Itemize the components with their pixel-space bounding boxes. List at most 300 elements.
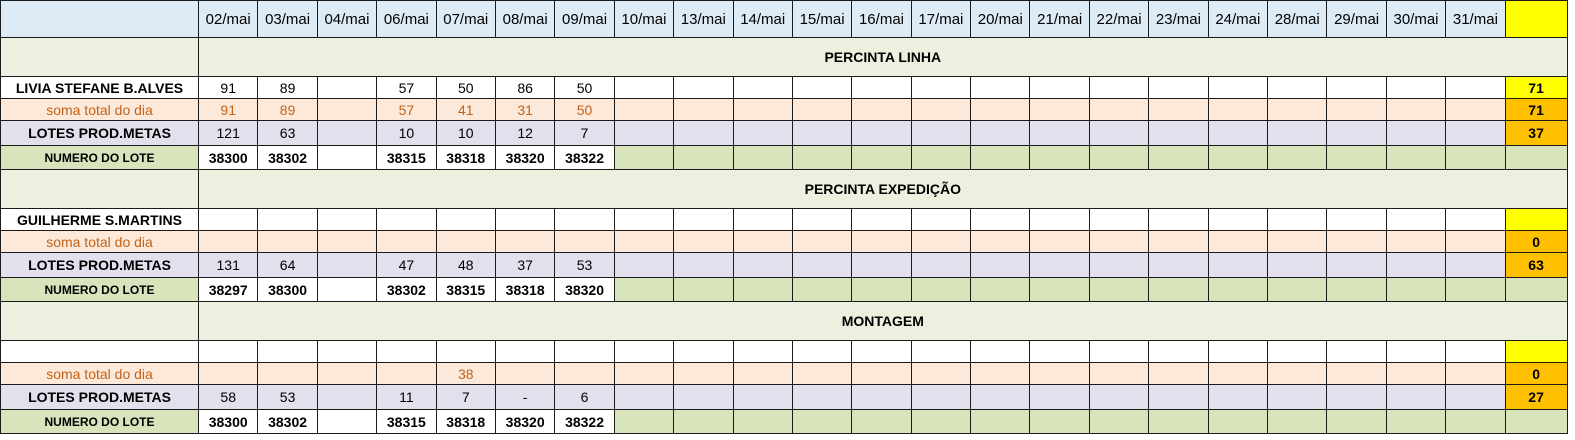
data-cell[interactable]: [971, 231, 1030, 253]
data-cell[interactable]: [911, 363, 970, 385]
data-cell[interactable]: 57: [377, 77, 436, 99]
data-cell[interactable]: [1208, 363, 1267, 385]
data-cell[interactable]: [1089, 253, 1148, 278]
data-cell[interactable]: [317, 253, 376, 278]
data-cell[interactable]: [911, 121, 970, 146]
data-cell[interactable]: [1208, 231, 1267, 253]
data-cell[interactable]: [1327, 77, 1386, 99]
row-total-cell[interactable]: [1505, 146, 1567, 170]
data-cell[interactable]: 6: [555, 385, 614, 410]
data-cell[interactable]: [1446, 146, 1505, 170]
data-cell[interactable]: [1446, 363, 1505, 385]
date-header-cell[interactable]: 03/mai: [258, 1, 317, 38]
data-cell[interactable]: [674, 363, 733, 385]
data-cell[interactable]: [971, 121, 1030, 146]
data-cell[interactable]: [1327, 385, 1386, 410]
data-cell[interactable]: [1089, 231, 1148, 253]
data-cell[interactable]: [495, 363, 554, 385]
data-cell[interactable]: [495, 209, 554, 231]
data-cell[interactable]: [1386, 410, 1445, 434]
data-cell[interactable]: [674, 341, 733, 363]
data-cell[interactable]: [1446, 209, 1505, 231]
data-cell[interactable]: 131: [199, 253, 258, 278]
data-cell[interactable]: [436, 209, 495, 231]
row-label[interactable]: LOTES PROD.METAS: [1, 385, 199, 410]
data-cell[interactable]: [971, 341, 1030, 363]
section-title[interactable]: MONTAGEM: [199, 302, 1568, 341]
date-header-cell[interactable]: 10/mai: [614, 1, 673, 38]
data-cell[interactable]: [1446, 278, 1505, 302]
data-cell[interactable]: [852, 77, 911, 99]
data-cell[interactable]: [1327, 363, 1386, 385]
data-cell[interactable]: [1446, 99, 1505, 121]
data-cell[interactable]: 38320: [495, 410, 554, 434]
data-cell[interactable]: 38: [436, 363, 495, 385]
data-cell[interactable]: 86: [495, 77, 554, 99]
data-cell[interactable]: [1208, 77, 1267, 99]
data-cell[interactable]: 53: [555, 253, 614, 278]
data-cell[interactable]: [1089, 278, 1148, 302]
data-cell[interactable]: 31: [495, 99, 554, 121]
data-cell[interactable]: [1149, 341, 1208, 363]
data-cell[interactable]: [1089, 410, 1148, 434]
row-label[interactable]: soma total do dia: [1, 363, 199, 385]
row-total-cell[interactable]: [1505, 341, 1567, 363]
data-cell[interactable]: [1268, 231, 1327, 253]
data-cell[interactable]: [1089, 77, 1148, 99]
data-cell[interactable]: [199, 341, 258, 363]
date-header-cell[interactable]: 15/mai: [792, 1, 851, 38]
data-cell[interactable]: [317, 341, 376, 363]
date-header-cell[interactable]: 13/mai: [674, 1, 733, 38]
data-cell[interactable]: [1327, 231, 1386, 253]
data-cell[interactable]: 7: [436, 385, 495, 410]
data-cell[interactable]: [1327, 278, 1386, 302]
data-cell[interactable]: [911, 209, 970, 231]
data-cell[interactable]: [1149, 410, 1208, 434]
data-cell[interactable]: [852, 385, 911, 410]
data-cell[interactable]: [674, 410, 733, 434]
data-cell[interactable]: [1268, 121, 1327, 146]
data-cell[interactable]: 89: [258, 77, 317, 99]
data-cell[interactable]: [733, 385, 792, 410]
data-cell[interactable]: 47: [377, 253, 436, 278]
data-cell[interactable]: [852, 209, 911, 231]
data-cell[interactable]: 38300: [199, 146, 258, 170]
data-cell[interactable]: 38318: [436, 146, 495, 170]
data-cell[interactable]: 37: [495, 253, 554, 278]
header-corner-cell[interactable]: [1, 1, 199, 38]
data-cell[interactable]: [733, 146, 792, 170]
data-cell[interactable]: [1386, 278, 1445, 302]
data-cell[interactable]: [733, 231, 792, 253]
data-cell[interactable]: [911, 341, 970, 363]
data-cell[interactable]: [1149, 278, 1208, 302]
row-total-cell[interactable]: [1505, 209, 1567, 231]
data-cell[interactable]: [911, 410, 970, 434]
data-cell[interactable]: [1446, 385, 1505, 410]
data-cell[interactable]: [1386, 209, 1445, 231]
data-cell[interactable]: 38297: [199, 278, 258, 302]
data-cell[interactable]: [911, 99, 970, 121]
data-cell[interactable]: [1327, 146, 1386, 170]
data-cell[interactable]: [1268, 99, 1327, 121]
data-cell[interactable]: [674, 385, 733, 410]
data-cell[interactable]: [1208, 385, 1267, 410]
data-cell[interactable]: 11: [377, 385, 436, 410]
data-cell[interactable]: 38315: [377, 410, 436, 434]
data-cell[interactable]: [1149, 77, 1208, 99]
data-cell[interactable]: 53: [258, 385, 317, 410]
date-header-cell[interactable]: 07/mai: [436, 1, 495, 38]
data-cell[interactable]: [614, 341, 673, 363]
data-cell[interactable]: 57: [377, 99, 436, 121]
row-total-cell[interactable]: 0: [1505, 363, 1567, 385]
data-cell[interactable]: [733, 341, 792, 363]
data-cell[interactable]: [733, 410, 792, 434]
date-header-cell[interactable]: 30/mai: [1386, 1, 1445, 38]
data-cell[interactable]: [852, 278, 911, 302]
total-header-cell[interactable]: [1505, 1, 1567, 38]
data-cell[interactable]: [614, 77, 673, 99]
data-cell[interactable]: [792, 363, 851, 385]
data-cell[interactable]: [1208, 146, 1267, 170]
data-cell[interactable]: 7: [555, 121, 614, 146]
data-cell[interactable]: [1089, 385, 1148, 410]
data-cell[interactable]: [1268, 146, 1327, 170]
date-header-cell[interactable]: 23/mai: [1149, 1, 1208, 38]
data-cell[interactable]: [852, 363, 911, 385]
data-cell[interactable]: [1268, 77, 1327, 99]
data-cell[interactable]: [377, 209, 436, 231]
data-cell[interactable]: [317, 209, 376, 231]
data-cell[interactable]: [495, 231, 554, 253]
data-cell[interactable]: [674, 231, 733, 253]
data-cell[interactable]: 50: [555, 77, 614, 99]
date-header-cell[interactable]: 31/mai: [1446, 1, 1505, 38]
data-cell[interactable]: 41: [436, 99, 495, 121]
data-cell[interactable]: [1327, 410, 1386, 434]
data-cell[interactable]: [377, 363, 436, 385]
data-cell[interactable]: [674, 77, 733, 99]
data-cell[interactable]: [674, 99, 733, 121]
data-cell[interactable]: [1089, 341, 1148, 363]
date-header-cell[interactable]: 20/mai: [971, 1, 1030, 38]
data-cell[interactable]: [1268, 209, 1327, 231]
date-header-cell[interactable]: 16/mai: [852, 1, 911, 38]
data-cell[interactable]: [971, 146, 1030, 170]
date-header-cell[interactable]: 29/mai: [1327, 1, 1386, 38]
section-title[interactable]: PERCINTA LINHA: [199, 38, 1568, 77]
date-header-cell[interactable]: 14/mai: [733, 1, 792, 38]
data-cell[interactable]: [792, 121, 851, 146]
data-cell[interactable]: [1208, 410, 1267, 434]
data-cell[interactable]: 38300: [199, 410, 258, 434]
data-cell[interactable]: [317, 99, 376, 121]
data-cell[interactable]: [733, 363, 792, 385]
row-label[interactable]: LIVIA STEFANE B.ALVES: [1, 77, 199, 99]
data-cell[interactable]: [1386, 363, 1445, 385]
data-cell[interactable]: [911, 278, 970, 302]
data-cell[interactable]: 58: [199, 385, 258, 410]
data-cell[interactable]: [258, 363, 317, 385]
data-cell[interactable]: [733, 121, 792, 146]
data-cell[interactable]: [852, 253, 911, 278]
data-cell[interactable]: [911, 77, 970, 99]
data-cell[interactable]: [674, 209, 733, 231]
data-cell[interactable]: 63: [258, 121, 317, 146]
data-cell[interactable]: [436, 341, 495, 363]
row-total-cell[interactable]: 63: [1505, 253, 1567, 278]
row-label[interactable]: soma total do dia: [1, 231, 199, 253]
data-cell[interactable]: 38320: [555, 278, 614, 302]
data-cell[interactable]: [614, 278, 673, 302]
data-cell[interactable]: [1089, 146, 1148, 170]
section-label-cell[interactable]: [1, 170, 199, 209]
data-cell[interactable]: [377, 341, 436, 363]
data-cell[interactable]: [1386, 231, 1445, 253]
data-cell[interactable]: [1327, 253, 1386, 278]
date-header-cell[interactable]: 08/mai: [495, 1, 554, 38]
data-cell[interactable]: [911, 385, 970, 410]
data-cell[interactable]: [1446, 231, 1505, 253]
data-cell[interactable]: [317, 77, 376, 99]
data-cell[interactable]: [1089, 99, 1148, 121]
section-title[interactable]: PERCINTA EXPEDIÇÃO: [199, 170, 1568, 209]
data-cell[interactable]: [555, 209, 614, 231]
data-cell[interactable]: [1327, 341, 1386, 363]
data-cell[interactable]: [1030, 99, 1089, 121]
data-cell[interactable]: [1030, 209, 1089, 231]
data-cell[interactable]: [1030, 231, 1089, 253]
data-cell[interactable]: [792, 410, 851, 434]
row-label[interactable]: GUILHERME S.MARTINS: [1, 209, 199, 231]
data-cell[interactable]: [1268, 341, 1327, 363]
data-cell[interactable]: [258, 231, 317, 253]
row-label[interactable]: NUMERO DO LOTE: [1, 410, 199, 434]
data-cell[interactable]: [1268, 253, 1327, 278]
data-cell[interactable]: [1446, 121, 1505, 146]
data-cell[interactable]: [1030, 146, 1089, 170]
data-cell[interactable]: [1030, 77, 1089, 99]
data-cell[interactable]: [317, 385, 376, 410]
data-cell[interactable]: 10: [436, 121, 495, 146]
data-cell[interactable]: [1386, 385, 1445, 410]
row-total-cell[interactable]: 71: [1505, 99, 1567, 121]
data-cell[interactable]: [614, 121, 673, 146]
data-cell[interactable]: [614, 146, 673, 170]
data-cell[interactable]: [1089, 363, 1148, 385]
data-cell[interactable]: [1386, 253, 1445, 278]
data-cell[interactable]: [1030, 253, 1089, 278]
data-cell[interactable]: [1149, 146, 1208, 170]
data-cell[interactable]: [258, 209, 317, 231]
data-cell[interactable]: [1089, 121, 1148, 146]
data-cell[interactable]: 38320: [495, 146, 554, 170]
data-cell[interactable]: [674, 278, 733, 302]
data-cell[interactable]: [1386, 121, 1445, 146]
data-cell[interactable]: [1149, 231, 1208, 253]
date-header-cell[interactable]: 09/mai: [555, 1, 614, 38]
data-cell[interactable]: [1030, 341, 1089, 363]
data-cell[interactable]: [852, 146, 911, 170]
data-cell[interactable]: [971, 410, 1030, 434]
data-cell[interactable]: [1268, 410, 1327, 434]
data-cell[interactable]: [792, 209, 851, 231]
data-cell[interactable]: [1149, 209, 1208, 231]
date-header-cell[interactable]: 06/mai: [377, 1, 436, 38]
data-cell[interactable]: [971, 385, 1030, 410]
row-label[interactable]: LOTES PROD.METAS: [1, 253, 199, 278]
data-cell[interactable]: 121: [199, 121, 258, 146]
data-cell[interactable]: [1446, 410, 1505, 434]
date-header-cell[interactable]: 17/mai: [911, 1, 970, 38]
row-total-cell[interactable]: [1505, 278, 1567, 302]
data-cell[interactable]: [971, 99, 1030, 121]
data-cell[interactable]: [1208, 121, 1267, 146]
date-header-cell[interactable]: 04/mai: [317, 1, 376, 38]
data-cell[interactable]: [852, 231, 911, 253]
data-cell[interactable]: 10: [377, 121, 436, 146]
row-label[interactable]: [1, 341, 199, 363]
data-cell[interactable]: [1030, 278, 1089, 302]
data-cell[interactable]: [436, 231, 495, 253]
data-cell[interactable]: [317, 410, 376, 434]
data-cell[interactable]: [971, 209, 1030, 231]
date-header-cell[interactable]: 24/mai: [1208, 1, 1267, 38]
data-cell[interactable]: [971, 77, 1030, 99]
data-cell[interactable]: [1386, 146, 1445, 170]
data-cell[interactable]: [1030, 363, 1089, 385]
data-cell[interactable]: [733, 278, 792, 302]
data-cell[interactable]: [1268, 363, 1327, 385]
data-cell[interactable]: [1208, 253, 1267, 278]
data-cell[interactable]: [1446, 253, 1505, 278]
data-cell[interactable]: 48: [436, 253, 495, 278]
data-cell[interactable]: [1208, 341, 1267, 363]
data-cell[interactable]: [911, 253, 970, 278]
data-cell[interactable]: [317, 121, 376, 146]
data-cell[interactable]: [317, 231, 376, 253]
row-total-cell[interactable]: 71: [1505, 77, 1567, 99]
data-cell[interactable]: [1446, 341, 1505, 363]
date-header-cell[interactable]: 22/mai: [1089, 1, 1148, 38]
data-cell[interactable]: [1149, 99, 1208, 121]
row-label[interactable]: NUMERO DO LOTE: [1, 278, 199, 302]
data-cell[interactable]: [733, 99, 792, 121]
data-cell[interactable]: [792, 341, 851, 363]
data-cell[interactable]: [852, 99, 911, 121]
data-cell[interactable]: [674, 121, 733, 146]
data-cell[interactable]: [1030, 385, 1089, 410]
section-label-cell[interactable]: [1, 38, 199, 77]
data-cell[interactable]: [792, 385, 851, 410]
data-cell[interactable]: [614, 253, 673, 278]
data-cell[interactable]: [1386, 99, 1445, 121]
data-cell[interactable]: [674, 253, 733, 278]
data-cell[interactable]: 38302: [258, 146, 317, 170]
data-cell[interactable]: [614, 385, 673, 410]
data-cell[interactable]: [971, 253, 1030, 278]
row-label[interactable]: LOTES PROD.METAS: [1, 121, 199, 146]
data-cell[interactable]: [555, 341, 614, 363]
data-cell[interactable]: 38322: [555, 410, 614, 434]
data-cell[interactable]: [1149, 121, 1208, 146]
data-cell[interactable]: [1149, 385, 1208, 410]
data-cell[interactable]: 38302: [258, 410, 317, 434]
data-cell[interactable]: [495, 341, 554, 363]
data-cell[interactable]: [614, 410, 673, 434]
data-cell[interactable]: [792, 77, 851, 99]
data-cell[interactable]: [1327, 121, 1386, 146]
date-header-cell[interactable]: 21/mai: [1030, 1, 1089, 38]
row-total-cell[interactable]: 0: [1505, 231, 1567, 253]
data-cell[interactable]: 89: [258, 99, 317, 121]
data-cell[interactable]: [1030, 121, 1089, 146]
data-cell[interactable]: [614, 363, 673, 385]
data-cell[interactable]: 91: [199, 77, 258, 99]
data-cell[interactable]: 38318: [495, 278, 554, 302]
data-cell[interactable]: 64: [258, 253, 317, 278]
data-cell[interactable]: [317, 146, 376, 170]
data-cell[interactable]: [317, 278, 376, 302]
data-cell[interactable]: [911, 231, 970, 253]
data-cell[interactable]: 50: [555, 99, 614, 121]
row-label[interactable]: NUMERO DO LOTE: [1, 146, 199, 170]
data-cell[interactable]: [1208, 278, 1267, 302]
data-cell[interactable]: [1446, 77, 1505, 99]
data-cell[interactable]: [555, 363, 614, 385]
data-cell[interactable]: [1089, 209, 1148, 231]
data-cell[interactable]: 50: [436, 77, 495, 99]
data-cell[interactable]: [1327, 209, 1386, 231]
data-cell[interactable]: 38318: [436, 410, 495, 434]
data-cell[interactable]: [1030, 410, 1089, 434]
data-cell[interactable]: [1149, 363, 1208, 385]
data-cell[interactable]: -: [495, 385, 554, 410]
data-cell[interactable]: [674, 146, 733, 170]
data-cell[interactable]: [1268, 278, 1327, 302]
data-cell[interactable]: [199, 363, 258, 385]
data-cell[interactable]: [1208, 99, 1267, 121]
date-header-cell[interactable]: 02/mai: [199, 1, 258, 38]
data-cell[interactable]: [852, 121, 911, 146]
row-label[interactable]: soma total do dia: [1, 99, 199, 121]
data-cell[interactable]: [199, 209, 258, 231]
data-cell[interactable]: 38302: [377, 278, 436, 302]
data-cell[interactable]: 38315: [436, 278, 495, 302]
date-header-cell[interactable]: 28/mai: [1268, 1, 1327, 38]
data-cell[interactable]: [733, 77, 792, 99]
data-cell[interactable]: [733, 209, 792, 231]
data-cell[interactable]: [792, 99, 851, 121]
row-total-cell[interactable]: 37: [1505, 121, 1567, 146]
data-cell[interactable]: [258, 341, 317, 363]
data-cell[interactable]: [971, 278, 1030, 302]
data-cell[interactable]: [971, 363, 1030, 385]
data-cell[interactable]: [733, 253, 792, 278]
data-cell[interactable]: [911, 146, 970, 170]
data-cell[interactable]: [852, 341, 911, 363]
data-cell[interactable]: [614, 231, 673, 253]
data-cell[interactable]: [1149, 253, 1208, 278]
data-cell[interactable]: 38322: [555, 146, 614, 170]
data-cell[interactable]: [1268, 385, 1327, 410]
data-cell[interactable]: [1208, 209, 1267, 231]
data-cell[interactable]: [317, 363, 376, 385]
data-cell[interactable]: [614, 99, 673, 121]
data-cell[interactable]: [1386, 77, 1445, 99]
